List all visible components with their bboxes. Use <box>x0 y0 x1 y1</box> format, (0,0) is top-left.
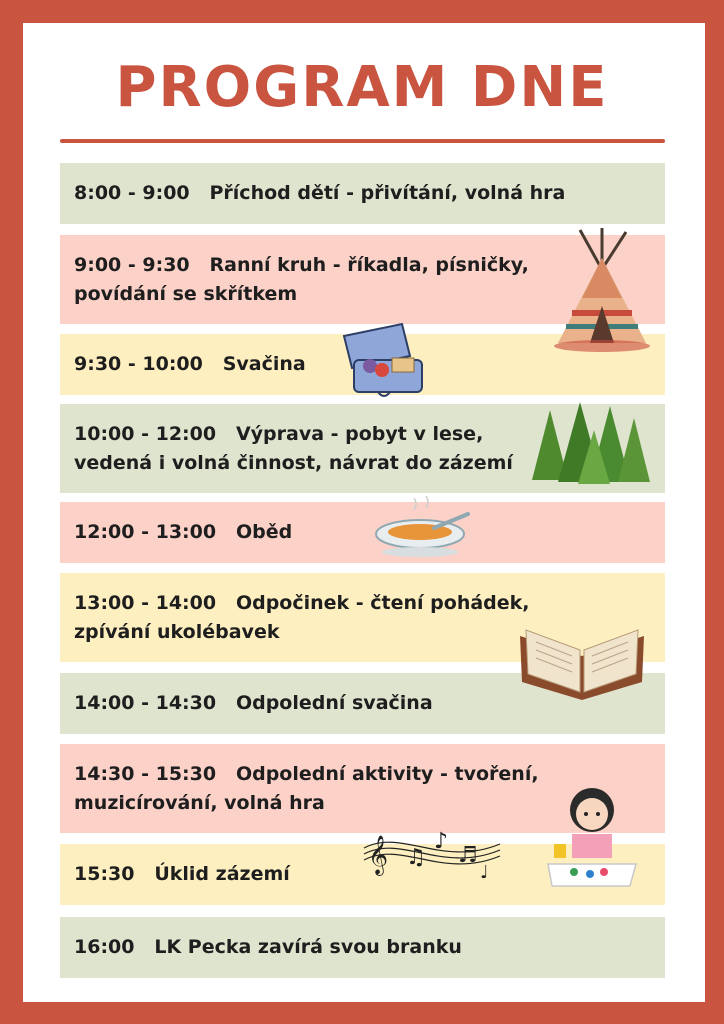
schedule-time: 16:00 <box>74 936 135 958</box>
schedule-time: 8:00 - 9:00 <box>74 182 190 204</box>
schedule-row <box>60 502 665 563</box>
schedule-time: 12:00 - 13:00 <box>74 521 217 543</box>
schedule-activity-line2: vedená i volná činnost, návrat do zázemí <box>74 451 513 474</box>
svg-text:♬: ♬ <box>458 843 478 868</box>
schedule-row <box>60 163 665 224</box>
child-painting-icon <box>544 782 640 890</box>
schedule-time: 14:00 - 14:30 <box>74 692 217 714</box>
schedule-time: 14:30 - 15:30 <box>74 762 217 785</box>
schedule-activity: Odpolední svačina <box>235 692 433 714</box>
svg-text:♪: ♪ <box>434 829 449 854</box>
schedule-activity: Odpolední aktivity - tvoření, <box>235 762 539 785</box>
forest-trees-icon <box>528 400 654 486</box>
schedule-activity: Ranní kruh - říkadla, písničky, <box>209 253 529 276</box>
schedule-activity-line2: zpívání ukolébavek <box>74 620 280 643</box>
svg-text:♫: ♫ <box>406 845 426 870</box>
open-book-icon <box>516 626 648 702</box>
schedule-activity-line2: muzicírování, volná hra <box>74 791 325 814</box>
schedule-row <box>60 917 665 978</box>
title-divider <box>60 139 665 143</box>
schedule-activity: Příchod dětí - přivítání, volná hra <box>209 182 566 204</box>
schedule-time: 9:00 - 9:30 <box>74 253 190 276</box>
schedule-activity: Oběd <box>235 521 293 543</box>
schedule-time: 9:30 - 10:00 <box>74 353 203 375</box>
svg-text:𝄞: 𝄞 <box>368 835 389 875</box>
schedule-activity: Svačina <box>222 353 306 375</box>
schedule-time: 13:00 - 14:00 <box>74 591 217 614</box>
svg-text:♩: ♩ <box>480 862 489 883</box>
schedule-activity-line2: povídání se skřítkem <box>74 282 298 305</box>
schedule-activity: Úklid zázemí <box>154 863 290 885</box>
schedule-activity: Odpočinek - čtení pohádek, <box>235 591 530 614</box>
schedule-time: 15:30 <box>74 863 135 885</box>
music-notes-icon <box>362 818 502 890</box>
schedule-time: 10:00 - 12:00 <box>74 422 217 445</box>
schedule-activity: Výprava - pobyt v lese, <box>235 422 484 445</box>
lunchbox-icon <box>340 322 428 400</box>
teepee-icon <box>552 228 652 354</box>
schedule-activity: LK Pecka zavírá svou branku <box>154 936 462 958</box>
soup-bowl-icon <box>374 494 474 560</box>
page-title: PROGRAM DNE <box>115 55 609 120</box>
